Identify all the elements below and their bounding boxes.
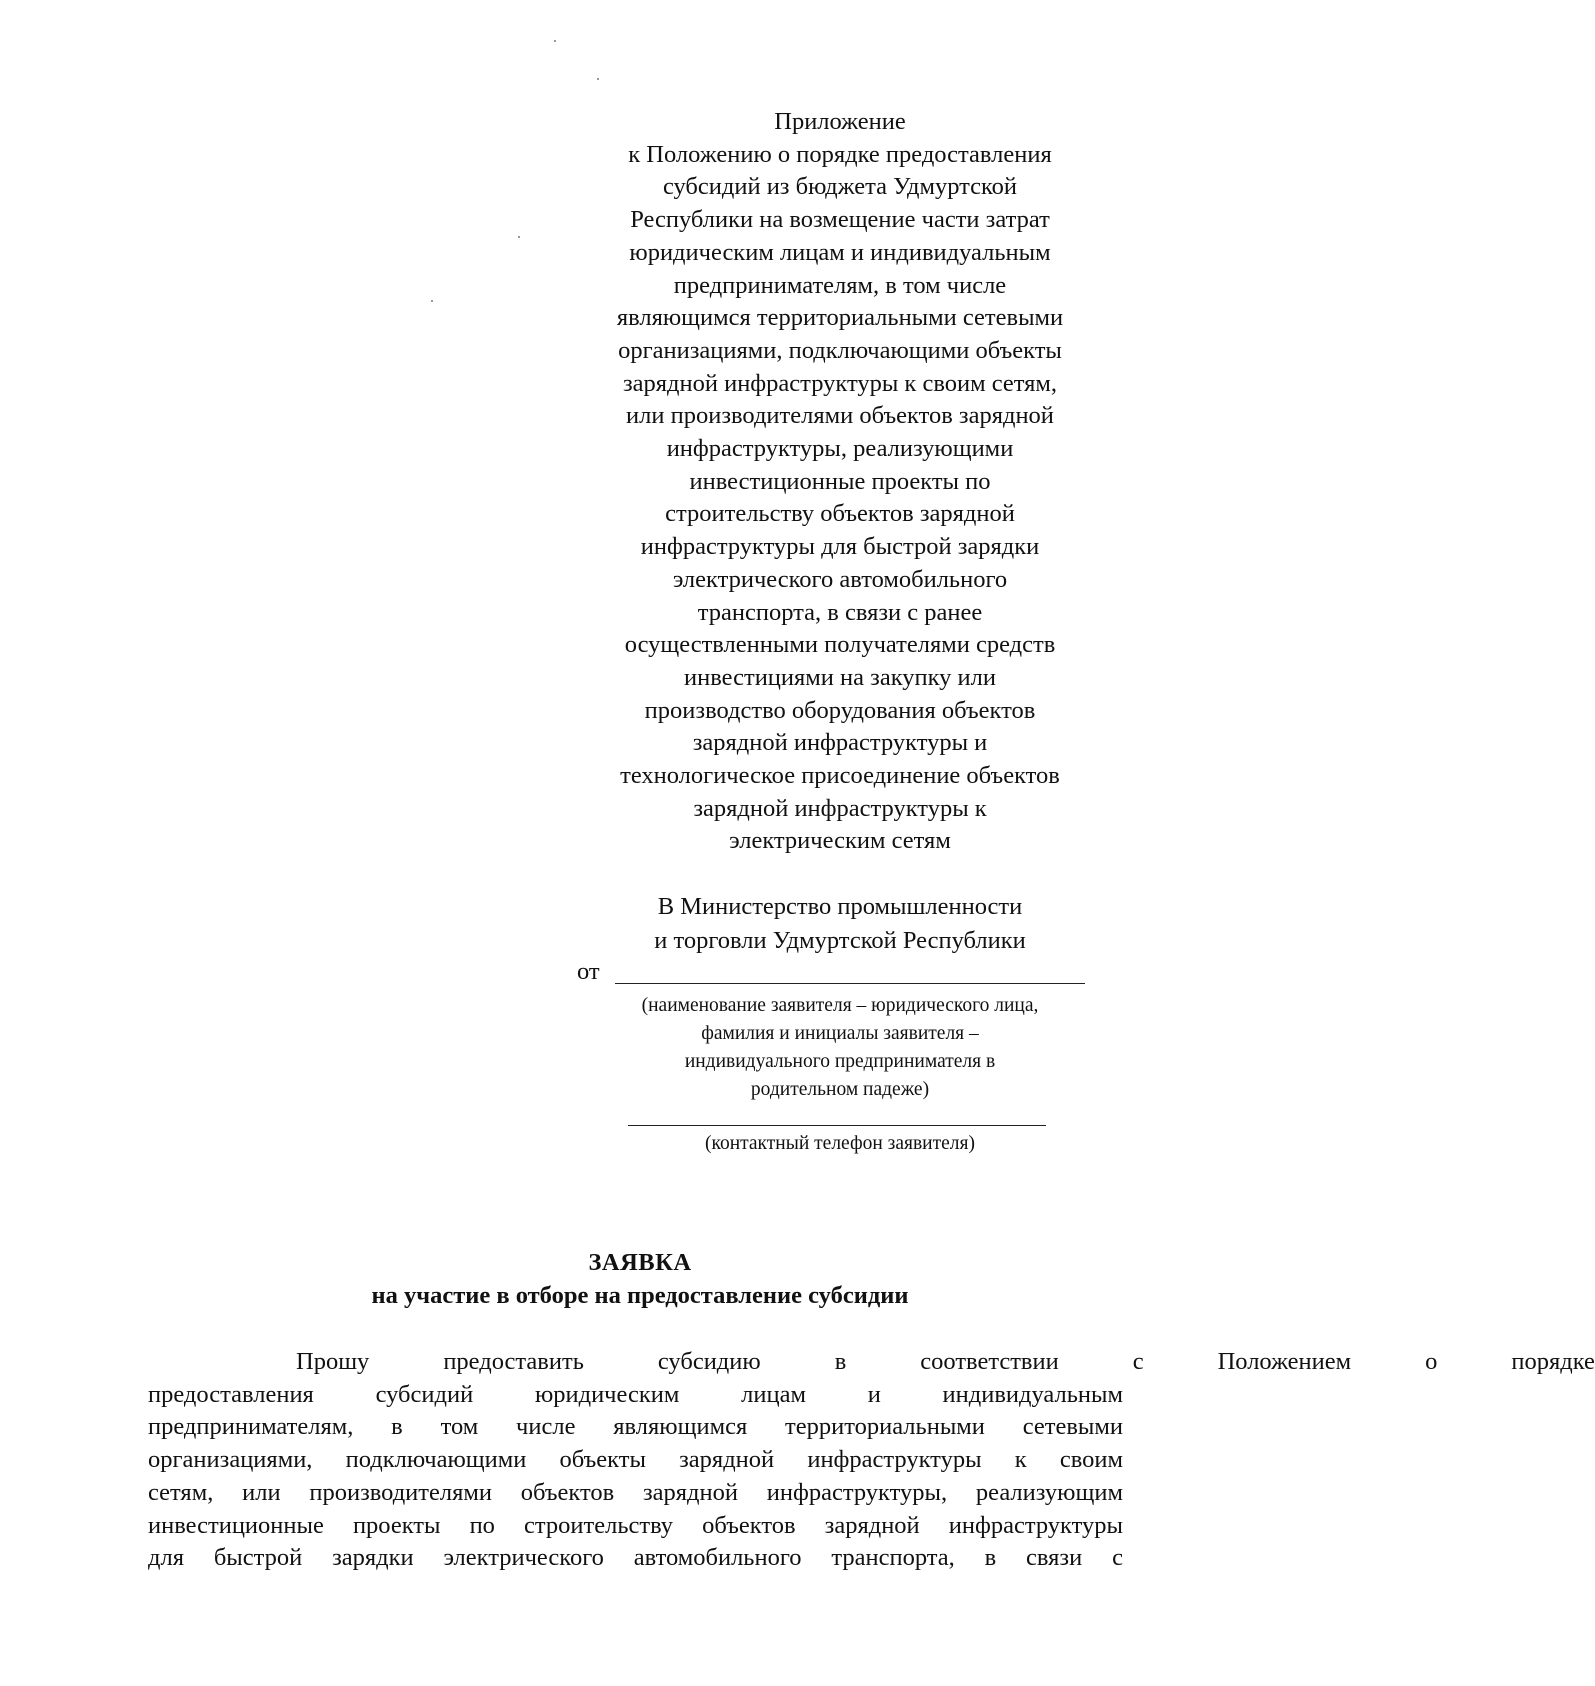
caption-line: индивидуального предпринимателя в <box>684 1051 996 1072</box>
appendix-line: инфраструктуры, реализующими <box>666 435 1014 463</box>
body-paragraph <box>148 1346 1595 1575</box>
phone-blank-line <box>628 1125 1046 1126</box>
appendix-line: зарядной инфраструктуры и <box>692 729 988 757</box>
recipient-line: В Министерство промышленности <box>657 893 1023 920</box>
appendix-line: инвестиционные проекты по <box>689 467 991 495</box>
document-title: ЗАЯВКА <box>588 1249 692 1276</box>
document-subtitle: на участие в отборе на предоставление субсидии <box>371 1282 909 1309</box>
from-label: от <box>577 958 600 985</box>
scan-speck <box>518 236 520 238</box>
appendix-line: производство оборудования объектов <box>644 696 1036 724</box>
appendix-line: юридическим лицам и индивидуальным <box>629 238 1051 266</box>
scan-speck <box>554 40 556 42</box>
appendix-line: электрическим сетям <box>729 827 951 855</box>
appendix-line: транспорта, в связи с ранее <box>697 598 983 626</box>
appendix-line: или производителями объектов зарядной <box>626 402 1054 430</box>
applicant-blank-line <box>615 983 1085 984</box>
appendix-line: инфраструктуры для быстрой зарядки <box>640 533 1040 561</box>
appendix-line: строительству объектов зарядной <box>665 500 1015 528</box>
appendix-line: являющимся территориальными сетевыми <box>616 304 1064 332</box>
phone-caption <box>560 1130 1120 1158</box>
caption-line: фамилия и инициалы заявителя – <box>701 1023 979 1044</box>
scan-speck <box>597 78 599 80</box>
appendix-line: Приложение <box>774 108 906 135</box>
body-line: Прошу предоставить субсидию в соответствии с Положением о порядке <box>296 1348 1595 1375</box>
body-line: для быстрой зарядки электрического автомобильного транспорта, в связи с <box>148 1544 1123 1572</box>
recipient-line: и торговли Удмуртской Республики <box>654 927 1026 954</box>
body-line: предоставления субсидий юридическим лицам и индивидуальным <box>148 1380 1123 1408</box>
appendix-line: Республики на возмещение части затрат <box>630 206 1050 234</box>
appendix-line: технологическое присоединение объектов <box>620 762 1060 790</box>
appendix-line: зарядной инфраструктуры к <box>693 794 987 822</box>
appendix-line: организациями, подключающими объекты <box>618 336 1062 364</box>
appendix-line: к Положению о порядке предоставления <box>628 140 1052 168</box>
appendix-line: электрического автомобильного <box>672 565 1008 593</box>
appendix-header <box>560 106 1120 858</box>
appendix-line: зарядной инфраструктуры к своим сетям, <box>622 369 1058 397</box>
recipient-block <box>560 890 1120 958</box>
appendix-line: инвестициями на закупку или <box>683 663 997 691</box>
body-line: организациями, подключающими объекты зарядной инфраструктуры к своим <box>148 1446 1123 1474</box>
applicant-field <box>577 956 1085 988</box>
appendix-line: осуществленными получателями средств <box>624 631 1056 659</box>
appendix-line: предпринимателям, в том числе <box>673 271 1007 299</box>
caption-line: родительном падеже) <box>750 1079 930 1100</box>
body-line: сетям, или производителями объектов зарядной инфраструктуры, реализующим <box>148 1478 1123 1506</box>
body-line: предпринимателям, в том числе являющимся территориальными сетевыми <box>148 1413 1123 1441</box>
scan-speck <box>431 300 433 302</box>
caption-line: (наименование заявителя – юридического лица, <box>641 995 1039 1016</box>
body-line: инвестиционные проекты по строительству объектов зарядной инфраструктуры <box>148 1511 1123 1539</box>
applicant-caption <box>560 992 1120 1104</box>
caption-line: (контактный телефон заявителя) <box>704 1133 975 1154</box>
appendix-line: субсидий из бюджета Удмуртской <box>662 173 1018 201</box>
